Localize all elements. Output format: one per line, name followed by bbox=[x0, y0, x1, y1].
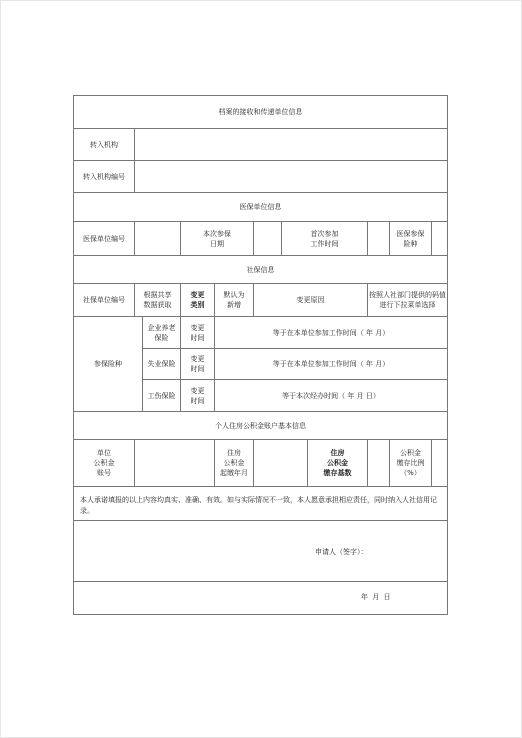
injury-label: 工伤保险 bbox=[143, 380, 181, 412]
pension-label: 企业养老 保险 bbox=[143, 317, 181, 349]
housing-ratio-field[interactable] bbox=[432, 440, 448, 487]
medical-this-insured-date-field[interactable] bbox=[254, 222, 282, 256]
applicant-label: 申请人（签字）： bbox=[315, 548, 368, 556]
transfer-org-code-field[interactable] bbox=[135, 161, 448, 193]
social-section-title: 社保信息 bbox=[74, 256, 448, 284]
default-new-label: 默认为 新增 bbox=[215, 284, 254, 317]
social-unit-code-label: 社保单位编号 bbox=[74, 284, 135, 317]
archive-transfer-form bbox=[73, 95, 447, 615]
medical-section-title: 医保单位信息 bbox=[74, 193, 448, 222]
unemployment-change-time-label: 变更 时间 bbox=[181, 349, 215, 380]
injury-change-time-label: 变更 时间 bbox=[181, 380, 215, 412]
housing-start-month-field[interactable] bbox=[254, 440, 308, 487]
housing-base-field[interactable] bbox=[368, 440, 390, 487]
medical-unit-code-field[interactable] bbox=[135, 222, 181, 256]
medical-first-work-time-field[interactable] bbox=[368, 222, 390, 256]
housing-account-label: 单位 公积金 账号 bbox=[74, 440, 135, 487]
social-data-source-label: 根据共享 数据获取 bbox=[135, 284, 181, 317]
pension-time-value: 等于在本单位参加工作时间（ 年 月） bbox=[215, 317, 448, 349]
housing-account-field[interactable] bbox=[135, 440, 215, 487]
housing-base-label: 住房 公积金 缴存基数 bbox=[308, 440, 368, 487]
commitment-statement: 本人承诺填报的以上内容均真实、准确、有效。如与实际情况不一致，本人愿意承担相应责任，同时纳入人社信用记录。 bbox=[74, 487, 448, 521]
unemployment-label: 失业保险 bbox=[143, 349, 181, 380]
change-type-label: 变更 类别 bbox=[181, 284, 215, 317]
housing-ratio-label: 公积金 缴存比例 （%） bbox=[390, 440, 432, 487]
medical-this-insured-date-label: 本次参保 日期 bbox=[181, 222, 254, 256]
applicant-signature-area bbox=[74, 521, 448, 582]
date-area bbox=[74, 582, 448, 615]
pension-change-time-label: 变更 时间 bbox=[181, 317, 215, 349]
injury-time-value: 等于本次经办时间（ 年 月 日） bbox=[215, 380, 448, 412]
unemployment-time-value: 等于在本单位参加工作时间（ 年 月） bbox=[215, 349, 448, 380]
medical-unit-code-label: 医保单位编号 bbox=[74, 222, 135, 256]
date-label: 年 月 日 bbox=[361, 593, 392, 601]
form-table bbox=[73, 95, 448, 615]
transfer-section-title: 档案的接收和传递单位信息 bbox=[74, 96, 448, 129]
transfer-org-code-label: 转入机构编号 bbox=[74, 161, 135, 193]
change-reason-label: 变更原因 bbox=[254, 284, 368, 317]
change-reason-hint: 按照人社部门提供的码值 进行下拉菜单选择 bbox=[368, 284, 448, 317]
medical-first-work-time-label: 首次参加 工作时间 bbox=[282, 222, 368, 256]
housing-section-title: 个人住房公积金账户基本信息 bbox=[74, 412, 448, 440]
transfer-org-label: 转入机构 bbox=[74, 129, 135, 161]
insurance-type-label: 参保险种 bbox=[74, 317, 143, 412]
transfer-org-field[interactable] bbox=[135, 129, 448, 161]
medical-insurance-type-label: 医保参保 险种 bbox=[390, 222, 432, 256]
housing-start-month-label: 住房 公积金 起缴年月 bbox=[215, 440, 254, 487]
medical-insurance-type-field[interactable] bbox=[432, 222, 448, 256]
